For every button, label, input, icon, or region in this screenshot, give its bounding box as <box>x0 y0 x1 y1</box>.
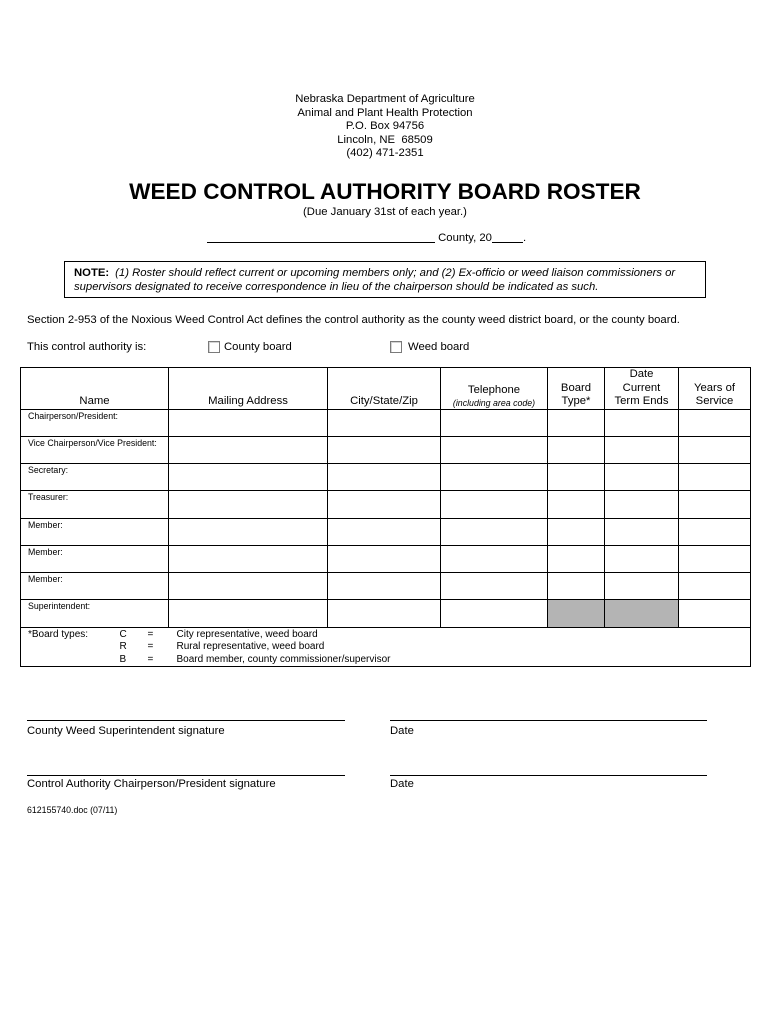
col-header-term-ends <box>605 368 679 410</box>
term-ends-cell[interactable] <box>605 464 679 491</box>
board-type-header-line-1: Board <box>560 381 592 394</box>
years-of-service-cell[interactable] <box>679 409 751 436</box>
board-roster-table <box>20 367 751 667</box>
years-of-service-cell[interactable] <box>679 545 751 572</box>
board-type-description: City representative, weed board <box>176 628 318 640</box>
telephone-header-note: (including area code) <box>452 397 536 408</box>
years-of-service-cell[interactable] <box>679 573 751 600</box>
col-header-name: Name <box>21 368 169 410</box>
form-title: WEED CONTROL AUTHORITY BOARD ROSTER <box>129 179 641 204</box>
board-types-legend-row <box>21 627 751 667</box>
county-board-label[interactable]: County board <box>224 341 292 353</box>
mailing-address-cell[interactable] <box>169 464 328 491</box>
superintendent-signature-label: County Weed Superintendent signature <box>27 725 225 737</box>
board-type-description: Board member, county commissioner/supervisor <box>176 653 391 665</box>
city-state-zip-cell[interactable] <box>328 518 441 545</box>
board-types-label-spacer <box>28 654 120 667</box>
col-header-telephone <box>441 368 548 410</box>
board-types-label-spacer <box>28 641 120 654</box>
agency-phone: (402) 471-2351 <box>346 147 424 159</box>
table-row <box>21 518 751 545</box>
superintendent-signature-line[interactable] <box>27 720 345 721</box>
weed-board-label[interactable]: Weed board <box>408 341 470 353</box>
weed-board-checkbox[interactable] <box>390 341 402 353</box>
mailing-address-cell[interactable] <box>169 573 328 600</box>
table-header-row <box>21 368 751 410</box>
years-of-service-cell[interactable] <box>679 491 751 518</box>
mailing-address-cell[interactable] <box>169 491 328 518</box>
term-ends-cell[interactable] <box>605 436 679 463</box>
mailing-address-cell[interactable] <box>169 518 328 545</box>
superintendent-date-label: Date <box>390 725 414 737</box>
col-header-years-of-service <box>679 368 751 410</box>
equals-sign: = <box>147 653 154 665</box>
years-header-line-1: Years of <box>693 381 736 394</box>
county-year-line <box>207 231 526 245</box>
telephone-cell[interactable] <box>441 436 548 463</box>
chairperson-date-label: Date <box>390 778 414 790</box>
county-board-checkbox[interactable] <box>208 341 220 353</box>
board-type-entry <box>28 641 750 654</box>
board-type-cell[interactable] <box>548 436 605 463</box>
section-statement: Section 2-953 of the Noxious Weed Control Act defines the control authority as the county weed district board, or the county board. <box>27 314 680 326</box>
term-ends-cell-shaded <box>605 600 679 627</box>
table-row <box>21 491 751 518</box>
telephone-cell[interactable] <box>441 573 548 600</box>
superintendent-date-line[interactable] <box>390 720 707 721</box>
telephone-cell[interactable] <box>441 518 548 545</box>
col-header-board-type <box>548 368 605 410</box>
term-ends-cell[interactable] <box>605 491 679 518</box>
mailing-address-cell[interactable] <box>169 436 328 463</box>
telephone-cell[interactable] <box>441 545 548 572</box>
board-type-description: Rural representative, weed board <box>176 641 325 652</box>
telephone-cell[interactable] <box>441 464 548 491</box>
agency-city-state-zip: Lincoln, NE 68509 <box>337 133 433 146</box>
board-type-header-line-2: Type* <box>561 395 591 407</box>
board-types-legend <box>21 627 751 667</box>
years-of-service-cell[interactable] <box>679 464 751 491</box>
telephone-header-label: Telephone <box>467 384 521 396</box>
year-field[interactable] <box>492 232 523 243</box>
col-header-city-state-zip: City/State/Zip <box>328 368 441 410</box>
role-label: Secretary: <box>21 464 169 491</box>
board-type-code: R <box>119 641 127 652</box>
city-state-zip-cell[interactable] <box>328 464 441 491</box>
document-id: 612155740.doc (07/11) <box>27 805 118 815</box>
years-header-line-2: Service <box>695 395 734 407</box>
role-label: Vice Chairperson/Vice President: <box>21 436 169 463</box>
agency-po-box: P.O. Box 94756 <box>345 120 425 132</box>
county-name-field[interactable] <box>207 232 435 243</box>
city-state-zip-cell[interactable] <box>328 600 441 627</box>
board-types-label: *Board types: <box>28 628 89 640</box>
city-state-zip-cell[interactable] <box>328 545 441 572</box>
role-label: Member: <box>21 545 169 572</box>
term-ends-cell[interactable] <box>605 409 679 436</box>
note-text-line-2: supervisors designated to receive correspondence in lieu of the chairperson should be indicated as such. <box>74 281 599 293</box>
board-type-cell[interactable] <box>548 409 605 436</box>
note-label: NOTE: <box>74 267 110 279</box>
board-type-cell[interactable] <box>548 491 605 518</box>
city-state-zip-cell[interactable] <box>328 491 441 518</box>
role-label: Chairperson/President: <box>21 409 169 436</box>
board-type-code: B <box>119 653 127 665</box>
table-row <box>21 464 751 491</box>
term-ends-header-line-1: Date <box>629 368 654 380</box>
years-of-service-cell[interactable] <box>679 600 751 627</box>
board-type-entry <box>28 654 750 667</box>
board-type-code: C <box>119 628 127 640</box>
due-date-note: (Due January 31st of each year.) <box>303 206 467 218</box>
mailing-address-cell[interactable] <box>169 409 328 436</box>
years-of-service-cell[interactable] <box>679 518 751 545</box>
telephone-cell[interactable] <box>441 491 548 518</box>
board-type-cell[interactable] <box>548 545 605 572</box>
authority-label: This control authority is: <box>27 341 147 353</box>
role-label: Member: <box>21 573 169 600</box>
table-row <box>21 545 751 572</box>
agency-name: Nebraska Department of Agriculture <box>295 93 475 105</box>
board-type-entry <box>28 629 750 642</box>
equals-sign: = <box>147 641 154 652</box>
term-ends-cell[interactable] <box>605 545 679 572</box>
board-type-cell-shaded <box>548 600 605 627</box>
telephone-cell[interactable] <box>441 600 548 627</box>
col-header-mailing-address: Mailing Address <box>169 368 328 410</box>
county-year-label: County, 20 <box>438 232 492 244</box>
role-label: Treasurer: <box>21 491 169 518</box>
table-row <box>21 436 751 463</box>
chairperson-signature-label: Control Authority Chairperson/President signature <box>27 778 276 790</box>
note-box <box>64 261 706 298</box>
city-state-zip-cell[interactable] <box>328 409 441 436</box>
role-label: Superintendent: <box>21 600 169 627</box>
chairperson-signature-line[interactable] <box>27 775 345 776</box>
mailing-address-cell[interactable] <box>169 600 328 627</box>
board-type-cell[interactable] <box>548 518 605 545</box>
term-ends-header-line-3: Term Ends <box>614 395 669 407</box>
chairperson-date-line[interactable] <box>390 775 707 776</box>
board-type-cell[interactable] <box>548 464 605 491</box>
equals-sign: = <box>147 628 154 640</box>
table-row <box>21 409 751 436</box>
term-ends-cell[interactable] <box>605 518 679 545</box>
table-row <box>21 600 751 627</box>
mailing-address-cell[interactable] <box>169 545 328 572</box>
term-ends-header-line-2: Current <box>622 381 661 394</box>
city-state-zip-cell[interactable] <box>328 436 441 463</box>
table-row <box>21 573 751 600</box>
telephone-cell[interactable] <box>441 409 548 436</box>
agency-division: Animal and Plant Health Protection <box>297 106 473 119</box>
years-of-service-cell[interactable] <box>679 436 751 463</box>
note-text-line-1: (1) Roster should reflect current or upcoming members only; and (2) Ex-officio or weed liaison commissioners or <box>115 267 676 279</box>
city-state-zip-cell[interactable] <box>328 573 441 600</box>
term-ends-cell[interactable] <box>605 573 679 600</box>
board-type-cell[interactable] <box>548 573 605 600</box>
agency-address-block <box>0 93 770 161</box>
county-line-period: . <box>522 232 527 244</box>
role-label: Member: <box>21 518 169 545</box>
